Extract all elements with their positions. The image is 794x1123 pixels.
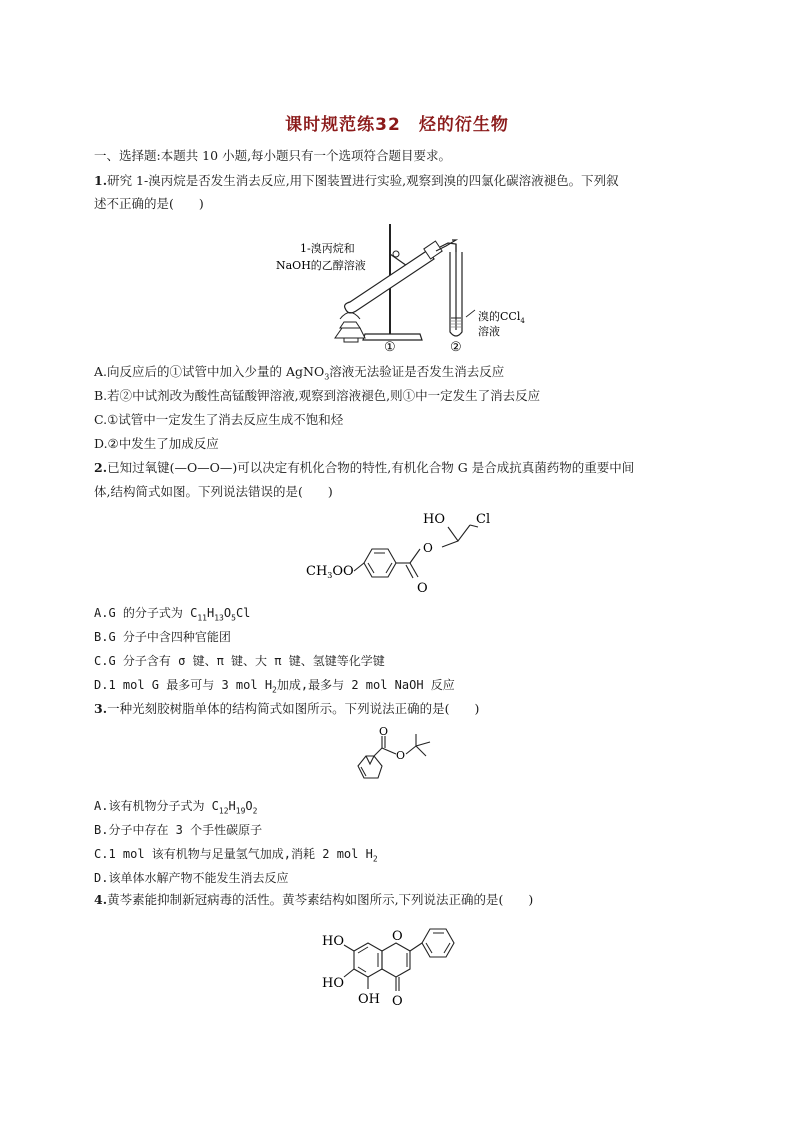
q1-stem-text-1: 研究 1-溴丙烷是否发生消去反应,用下图装置进行实验,观察到溴的四氯化碳溶液褪色。下列叙 — [107, 173, 619, 188]
q1-apparatus-figure — [270, 222, 540, 356]
q3-option-a: A.该有机物分子式为 $C_{12}H_{19}O_2$ — [94, 799, 258, 816]
page-title: 课时规范练32 烃的衍生物 — [285, 115, 509, 135]
q1-stem-line-1 — [94, 173, 619, 189]
q3-option-d: D.该单体水解产物不能发生消去反应 — [94, 871, 289, 885]
q4-label-o-ring: O — [392, 929, 403, 944]
q2-option-d: D.1 mol G 最多可与 3 mol $H_2$加成,最多与 2 mol NaOH 反应 — [94, 678, 455, 695]
q3-number: 3. — [94, 701, 108, 716]
q1-number: 1. — [94, 173, 108, 188]
q4-label-o-keto: O — [392, 994, 403, 1009]
q1-option-c: C.①试管中一定发生了消去反应生成不饱和烃 — [94, 412, 344, 427]
q1-label-tube-2: 溶液 — [478, 325, 500, 338]
q2-number: 2. — [94, 460, 108, 475]
q1-option-a: A.向反应后的①试管中加入少量的 AgNO$_3$溶液无法验证是否发生消去反应 — [94, 364, 505, 382]
q1-label-circle-1: ① — [384, 340, 396, 355]
q2-stem-line-1: 2.已知过氧键(—O—O—)可以决定有机化合物的特性,有机化合物 G 是合成抗真菌药物的重要中间 — [94, 460, 635, 475]
q4-label-oh: OH — [358, 992, 380, 1007]
q4-label-ho-1: HO — [322, 934, 344, 949]
q1-label-reactant-2: NaOH的乙醇溶液 — [276, 259, 366, 272]
q3-option-b: B.分子中存在 3 个手性碳原子 — [94, 823, 263, 837]
q1-option-d: D.②中发生了加成反应 — [94, 436, 219, 451]
q2-option-b: B.G 分子中含四种官能团 — [94, 630, 231, 644]
q1-stem-line-2: 述不正确的是( ) — [94, 196, 204, 211]
q2-label-ch3oo: $CH_3OO$ — [306, 564, 354, 580]
q1-label-reactant-1: 1-溴丙烷和 — [300, 242, 355, 255]
q1-label-tube-1: 溴的CCl$_4$ — [478, 310, 525, 325]
q1-label-circle-2: ② — [450, 340, 462, 355]
q2-option-a: A.G 的分子式为 $C_{11}H_{13}O_5Cl$ — [94, 606, 251, 623]
q2-label-o: O — [417, 581, 428, 596]
q4-stem-line: 4.黄芩素能抑制新冠病毒的活性。黄芩素结构如图所示,下列说法正确的是( ) — [94, 892, 534, 907]
q2-structure-figure — [300, 505, 510, 600]
q4-structure-figure — [318, 925, 498, 1025]
q2-label-ho: HO — [423, 512, 445, 527]
q3-option-c: C.1 mol 该有机物与足量氢气加成,消耗 2 mol $H_2$ — [94, 847, 378, 864]
q2-option-c: C.G 分子含有 σ 键、π 键、大 π 键、氢键等化学键 — [94, 654, 385, 668]
q1-option-b: B.若②中试剂改为酸性高锰酸钾溶液,观察到溶液褪色,则①中一定发生了消去反应 — [94, 388, 541, 403]
q2-stem-line-2: 体,结构简式如图。下列说法错误的是( ) — [94, 484, 333, 499]
q2-label-ester-o: O — [423, 541, 433, 555]
section-heading: 一、选择题:本题共 10 小题,每小题只有一个选项符合题目要求。 — [94, 148, 452, 163]
q3-stem-line: 3.一种光刻胶树脂单体的结构简式如图所示。下列说法正确的是( ) — [94, 701, 480, 716]
q3-label-o1: O — [379, 726, 389, 738]
q4-number: 4. — [94, 892, 108, 907]
q3-label-o2: O — [396, 749, 406, 762]
q4-label-ho-2: HO — [322, 976, 344, 991]
q3-structure-figure — [352, 726, 442, 781]
q2-label-cl: Cl — [476, 512, 491, 527]
